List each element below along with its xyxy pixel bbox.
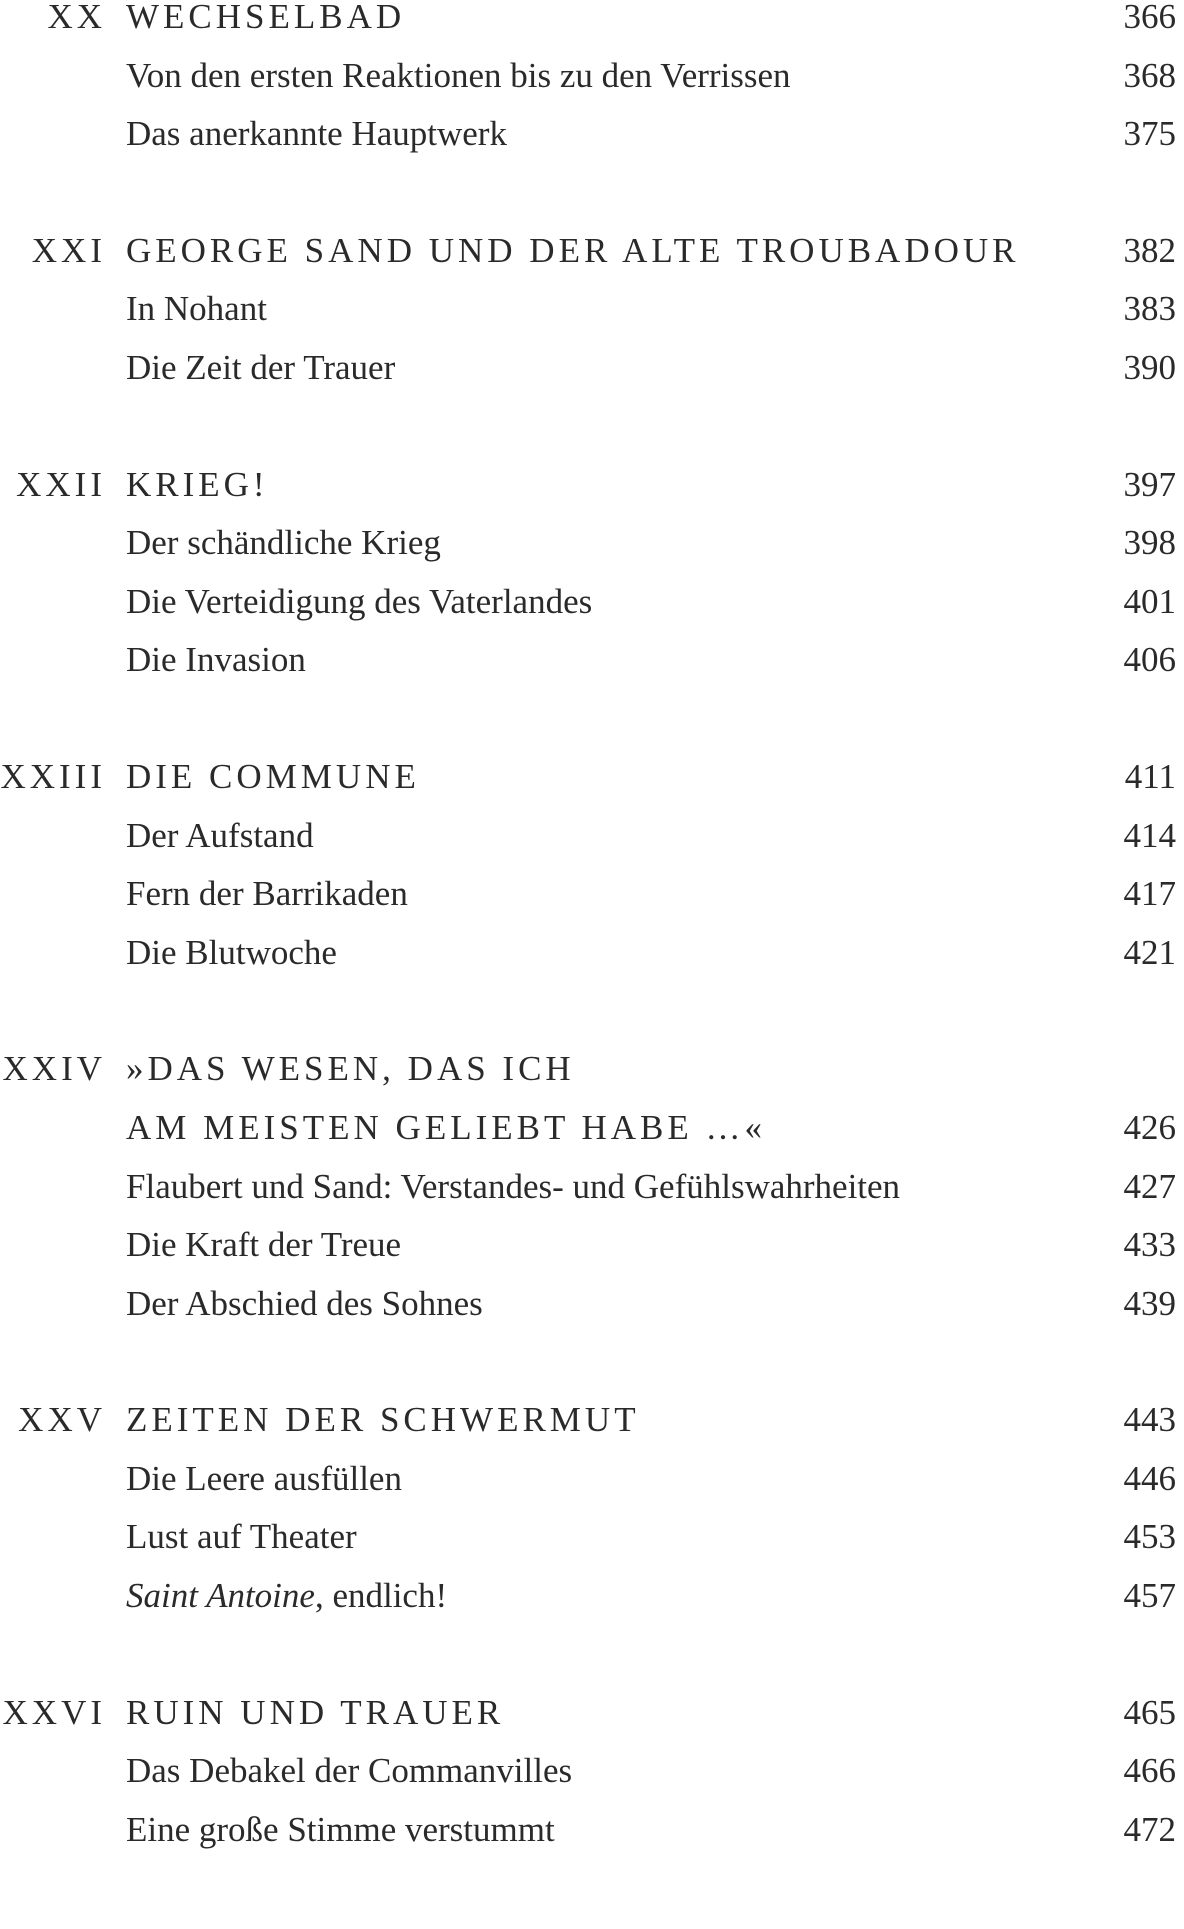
page-number: 426 [1123,1107,1176,1147]
page-number: 366 [1123,0,1176,36]
section-entry [0,1576,1184,1638]
section-title: Die Zeit der Trauer [126,347,396,387]
section-entry [0,874,1184,936]
page-number: 401 [1123,581,1176,621]
chapter-numeral: XXIII [0,756,106,796]
section-title: In Nohant [126,289,267,329]
chapter-title: GEORGE SAND UND DER ALTE TROUBADOUR [126,230,1020,270]
section-title: Flaubert und Sand: Verstandes- und Gefühlswahrheiten [126,1166,901,1206]
section-title: Die Blutwoche [126,932,337,972]
chapter-xxvi [0,1692,1184,1872]
page-number: 433 [1123,1225,1176,1265]
section-entry [0,55,1184,118]
page-number: 453 [1123,1517,1176,1557]
chapter-title: KRIEG! [126,464,269,504]
chapter-heading [0,0,1184,59]
chapter-numeral: XXII [16,464,106,504]
section-title: Die Leere ausfüllen [126,1458,402,1498]
section-title [126,1576,448,1616]
page-number: 443 [1123,1400,1176,1440]
chapter-xxv [0,1400,1184,1637]
chapter-xxii [0,464,1184,702]
page-number: 446 [1123,1458,1176,1498]
section-entry [0,1283,1184,1346]
chapter-numeral: XXIV [2,1049,106,1089]
chapter-xxi [0,230,1184,410]
chapter-title-line-1: »DAS WESEN, DAS ICH [126,1049,575,1089]
chapter-heading [0,230,1184,293]
chapter-title: DIE COMMUNE [126,756,420,796]
section-entry [0,289,1184,351]
page-number: 417 [1123,874,1176,914]
chapter-xxiii [0,756,1184,994]
section-entry [0,1166,1184,1229]
section-title-rest: , endlich! [314,1576,448,1616]
section-entry [0,523,1184,585]
section-entry [0,114,1184,176]
chapter-numeral: XXVI [2,1692,106,1732]
section-entry [0,1751,1184,1813]
chapter-heading [0,1692,1184,1755]
chapter-numeral: XXI [31,230,106,270]
page-number: 465 [1123,1692,1176,1732]
page-number: 439 [1123,1283,1176,1323]
italic-work-title: Saint Antoine [126,1576,315,1616]
chapter-heading [0,464,1184,527]
section-entry [0,640,1184,702]
section-title: Von den ersten Reaktionen bis zu den Verrissen [126,55,791,95]
section-entry [0,1225,1184,1287]
section-title: Eine große Stimme verstummt [126,1809,555,1849]
chapter-heading [0,1049,1184,1111]
section-title: Der Abschied des Sohnes [126,1283,483,1323]
page-number: 383 [1123,289,1176,329]
page-number: 398 [1123,523,1176,563]
section-entry [0,1809,1184,1872]
section-title: Der schändliche Krieg [126,523,441,563]
section-title: Der Aufstand [126,815,314,855]
page-number: 411 [1124,756,1176,796]
page-number: 382 [1123,230,1176,270]
section-title: Die Kraft der Treue [126,1225,402,1265]
page-number: 466 [1123,1751,1176,1791]
chapter-title: ZEITEN DER SCHWERMUT [126,1400,640,1440]
section-entry [0,581,1184,644]
section-entry [0,932,1184,995]
page-number: 427 [1123,1166,1176,1206]
chapter-numeral: XX [47,0,106,36]
chapter-xx [0,0,1184,176]
section-entry [0,347,1184,410]
section-entry [0,815,1184,878]
section-title: Das anerkannte Hauptwerk [126,114,507,154]
section-title: Lust auf Theater [126,1517,357,1557]
page-number: 368 [1123,55,1176,95]
section-title: Die Invasion [126,640,306,680]
section-title: Fern der Barrikaden [126,874,408,914]
page-number: 421 [1123,932,1176,972]
chapter-title: RUIN UND TRAUER [126,1692,505,1732]
page-number: 397 [1123,464,1176,504]
page-number: 457 [1123,1576,1176,1616]
chapter-title-line-2: AM MEISTEN GELIEBT HABE …« [126,1107,766,1147]
page-number: 414 [1123,815,1176,855]
page-number: 375 [1123,114,1176,154]
chapter-title: WECHSELBAD [126,0,406,36]
chapter-heading-continued [0,1107,1184,1170]
page-number: 390 [1123,347,1176,387]
chapter-heading [0,756,1184,819]
page-number: 406 [1123,640,1176,680]
section-title: Die Verteidigung des Vaterlandes [126,581,593,621]
chapter-numeral: XXV [18,1400,106,1440]
section-entry [0,1458,1184,1521]
section-entry [0,1517,1184,1579]
chapter-xxiv [0,1049,1184,1345]
section-title: Das Debakel der Commanvilles [126,1751,573,1791]
page-number: 472 [1123,1809,1176,1849]
chapter-heading [0,1400,1184,1462]
